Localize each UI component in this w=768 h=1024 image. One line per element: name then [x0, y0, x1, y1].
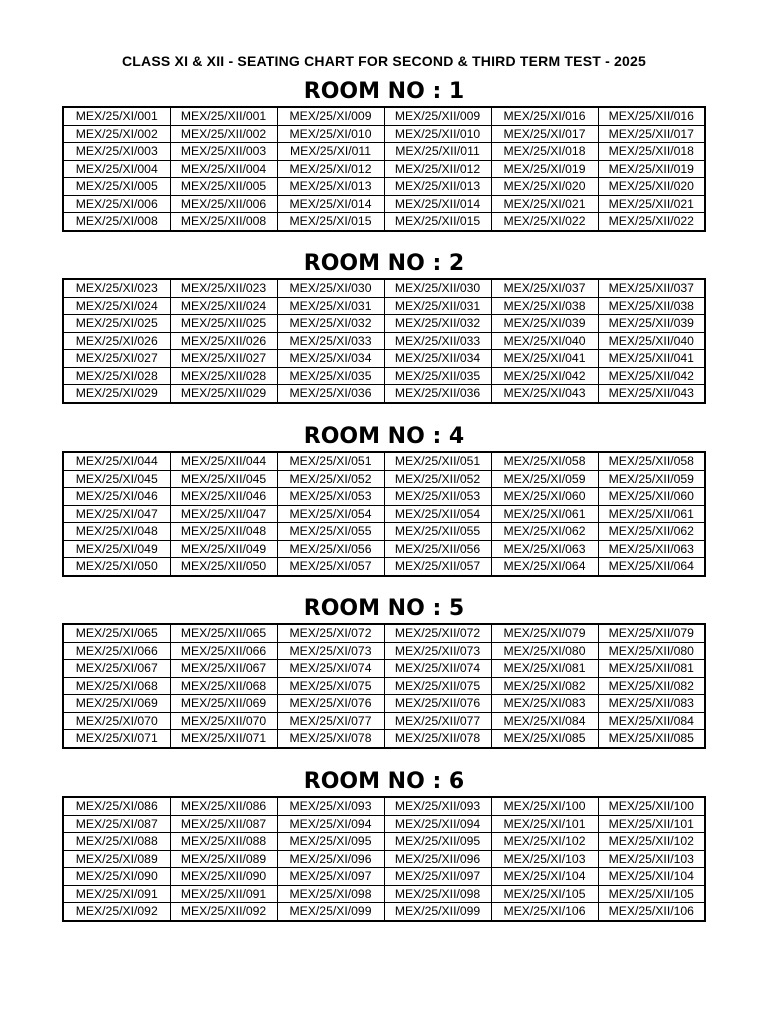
seat-cell: MEX/25/XII/052 — [384, 470, 491, 488]
seat-cell: MEX/25/XI/085 — [491, 730, 598, 748]
seat-cell: MEX/25/XII/010 — [384, 125, 491, 143]
table-row — [63, 815, 705, 833]
seat-cell: MEX/25/XII/028 — [170, 367, 277, 385]
seat-cell: MEX/25/XII/014 — [384, 195, 491, 213]
seat-cell: MEX/25/XII/096 — [384, 850, 491, 868]
seat-cell: MEX/25/XI/004 — [63, 160, 170, 178]
seat-cell: MEX/25/XI/098 — [277, 885, 384, 903]
seat-cell: MEX/25/XI/082 — [491, 677, 598, 695]
seat-cell: MEX/25/XI/089 — [63, 850, 170, 868]
seat-cell: MEX/25/XII/021 — [598, 195, 705, 213]
seat-cell: MEX/25/XII/066 — [170, 642, 277, 660]
seat-cell: MEX/25/XI/073 — [277, 642, 384, 660]
seat-cell: MEX/25/XII/049 — [170, 540, 277, 558]
seat-cell: MEX/25/XI/102 — [491, 833, 598, 851]
seat-cell: MEX/25/XI/043 — [491, 385, 598, 403]
seat-cell: MEX/25/XI/063 — [491, 540, 598, 558]
seat-cell: MEX/25/XII/071 — [170, 730, 277, 748]
seat-cell: MEX/25/XII/104 — [598, 868, 705, 886]
seat-cell: MEX/25/XII/082 — [598, 677, 705, 695]
table-row — [63, 712, 705, 730]
seat-cell: MEX/25/XI/093 — [277, 797, 384, 815]
seat-cell: MEX/25/XI/091 — [63, 885, 170, 903]
page-title: CLASS XI & XII - SEATING CHART FOR SECOND & THIRD TERM TEST - 2025 — [122, 53, 646, 69]
seat-cell: MEX/25/XI/038 — [491, 297, 598, 315]
seat-cell: MEX/25/XII/078 — [384, 730, 491, 748]
table-row — [63, 797, 705, 815]
table-row — [63, 279, 705, 297]
table-row — [63, 385, 705, 403]
seat-cell: MEX/25/XII/046 — [170, 488, 277, 506]
seat-cell: MEX/25/XII/062 — [598, 523, 705, 541]
seat-cell: MEX/25/XII/086 — [170, 797, 277, 815]
seat-cell: MEX/25/XII/094 — [384, 815, 491, 833]
seat-cell: MEX/25/XII/034 — [384, 350, 491, 368]
seat-cell: MEX/25/XI/047 — [63, 505, 170, 523]
seat-cell: MEX/25/XII/095 — [384, 833, 491, 851]
table-row — [63, 677, 705, 695]
seat-cell: MEX/25/XI/041 — [491, 350, 598, 368]
seat-cell: MEX/25/XII/067 — [170, 660, 277, 678]
seat-cell: MEX/25/XII/060 — [598, 488, 705, 506]
table-row — [63, 624, 705, 642]
seat-cell: MEX/25/XI/018 — [491, 143, 598, 161]
seat-cell: MEX/25/XI/066 — [63, 642, 170, 660]
seat-cell: MEX/25/XII/041 — [598, 350, 705, 368]
seat-cell: MEX/25/XI/001 — [63, 107, 170, 125]
seating-table — [62, 278, 706, 404]
seat-cell: MEX/25/XI/030 — [277, 279, 384, 297]
seat-cell: MEX/25/XI/029 — [63, 385, 170, 403]
seat-cell: MEX/25/XI/061 — [491, 505, 598, 523]
room-section — [62, 79, 706, 232]
seat-cell: MEX/25/XII/069 — [170, 695, 277, 713]
table-row — [63, 488, 705, 506]
table-row — [63, 125, 705, 143]
seat-cell: MEX/25/XII/058 — [598, 452, 705, 470]
seat-cell: MEX/25/XII/099 — [384, 903, 491, 921]
seat-cell: MEX/25/XII/081 — [598, 660, 705, 678]
room-title: ROOM NO : 2 — [303, 251, 465, 276]
seat-cell: MEX/25/XII/056 — [384, 540, 491, 558]
seat-cell: MEX/25/XI/087 — [63, 815, 170, 833]
table-row — [63, 160, 705, 178]
seat-cell: MEX/25/XII/091 — [170, 885, 277, 903]
seat-cell: MEX/25/XI/006 — [63, 195, 170, 213]
seat-cell: MEX/25/XI/081 — [491, 660, 598, 678]
seat-cell: MEX/25/XII/038 — [598, 297, 705, 315]
seat-cell: MEX/25/XII/075 — [384, 677, 491, 695]
table-row — [63, 660, 705, 678]
seat-cell: MEX/25/XI/051 — [277, 452, 384, 470]
seat-cell: MEX/25/XII/079 — [598, 624, 705, 642]
seat-cell: MEX/25/XII/063 — [598, 540, 705, 558]
table-row — [63, 452, 705, 470]
room-title: ROOM NO : 4 — [303, 424, 465, 449]
seat-cell: MEX/25/XII/101 — [598, 815, 705, 833]
seat-cell: MEX/25/XII/097 — [384, 868, 491, 886]
seat-cell: MEX/25/XII/003 — [170, 143, 277, 161]
seat-cell: MEX/25/XII/035 — [384, 367, 491, 385]
seat-cell: MEX/25/XII/074 — [384, 660, 491, 678]
seat-cell: MEX/25/XII/005 — [170, 178, 277, 196]
seat-cell: MEX/25/XII/025 — [170, 315, 277, 333]
seat-cell: MEX/25/XII/085 — [598, 730, 705, 748]
seat-cell: MEX/25/XI/045 — [63, 470, 170, 488]
seat-cell: MEX/25/XII/024 — [170, 297, 277, 315]
seat-cell: MEX/25/XI/095 — [277, 833, 384, 851]
seat-cell: MEX/25/XII/077 — [384, 712, 491, 730]
seat-cell: MEX/25/XI/035 — [277, 367, 384, 385]
room-section — [62, 251, 706, 404]
seat-cell: MEX/25/XI/072 — [277, 624, 384, 642]
seat-cell: MEX/25/XII/090 — [170, 868, 277, 886]
seat-cell: MEX/25/XI/026 — [63, 332, 170, 350]
table-row — [63, 642, 705, 660]
seating-table — [62, 796, 706, 922]
seat-cell: MEX/25/XI/009 — [277, 107, 384, 125]
seat-cell: MEX/25/XI/065 — [63, 624, 170, 642]
seat-cell: MEX/25/XII/043 — [598, 385, 705, 403]
seat-cell: MEX/25/XI/023 — [63, 279, 170, 297]
table-row — [63, 903, 705, 921]
table-row — [63, 730, 705, 748]
seat-cell: MEX/25/XI/078 — [277, 730, 384, 748]
seat-cell: MEX/25/XI/003 — [63, 143, 170, 161]
seat-cell: MEX/25/XI/057 — [277, 558, 384, 576]
seat-cell: MEX/25/XI/025 — [63, 315, 170, 333]
seat-cell: MEX/25/XI/049 — [63, 540, 170, 558]
table-row — [63, 297, 705, 315]
seat-cell: MEX/25/XI/005 — [63, 178, 170, 196]
seat-cell: MEX/25/XI/015 — [277, 213, 384, 231]
seat-cell: MEX/25/XI/033 — [277, 332, 384, 350]
seat-cell: MEX/25/XI/060 — [491, 488, 598, 506]
seat-cell: MEX/25/XII/001 — [170, 107, 277, 125]
seat-cell: MEX/25/XI/064 — [491, 558, 598, 576]
table-row — [63, 195, 705, 213]
seat-cell: MEX/25/XI/042 — [491, 367, 598, 385]
seat-cell: MEX/25/XII/092 — [170, 903, 277, 921]
seat-cell: MEX/25/XII/076 — [384, 695, 491, 713]
seat-cell: MEX/25/XII/009 — [384, 107, 491, 125]
table-row — [63, 885, 705, 903]
seat-cell: MEX/25/XI/090 — [63, 868, 170, 886]
seat-cell: MEX/25/XI/062 — [491, 523, 598, 541]
seat-cell: MEX/25/XII/017 — [598, 125, 705, 143]
seat-cell: MEX/25/XII/053 — [384, 488, 491, 506]
seat-cell: MEX/25/XI/068 — [63, 677, 170, 695]
table-row — [63, 350, 705, 368]
seat-cell: MEX/25/XI/071 — [63, 730, 170, 748]
seat-cell: MEX/25/XI/010 — [277, 125, 384, 143]
seat-cell: MEX/25/XI/077 — [277, 712, 384, 730]
seat-cell: MEX/25/XII/100 — [598, 797, 705, 815]
seat-cell: MEX/25/XII/029 — [170, 385, 277, 403]
seating-table — [62, 106, 706, 232]
seat-cell: MEX/25/XI/079 — [491, 624, 598, 642]
seat-cell: MEX/25/XI/059 — [491, 470, 598, 488]
seat-cell: MEX/25/XI/028 — [63, 367, 170, 385]
seat-cell: MEX/25/XI/094 — [277, 815, 384, 833]
table-row — [63, 695, 705, 713]
seat-cell: MEX/25/XI/101 — [491, 815, 598, 833]
room-section — [62, 424, 706, 577]
seat-cell: MEX/25/XI/054 — [277, 505, 384, 523]
seat-cell: MEX/25/XII/059 — [598, 470, 705, 488]
seat-cell: MEX/25/XI/024 — [63, 297, 170, 315]
seat-cell: MEX/25/XI/083 — [491, 695, 598, 713]
seat-cell: MEX/25/XI/002 — [63, 125, 170, 143]
table-row — [63, 540, 705, 558]
room-title: ROOM NO : 6 — [303, 769, 465, 794]
seat-cell: MEX/25/XI/070 — [63, 712, 170, 730]
seat-cell: MEX/25/XII/015 — [384, 213, 491, 231]
seat-cell: MEX/25/XI/067 — [63, 660, 170, 678]
seat-cell: MEX/25/XI/100 — [491, 797, 598, 815]
seating-table — [62, 623, 706, 749]
seat-cell: MEX/25/XI/016 — [491, 107, 598, 125]
seat-cell: MEX/25/XII/061 — [598, 505, 705, 523]
seat-cell: MEX/25/XI/021 — [491, 195, 598, 213]
seat-cell: MEX/25/XI/052 — [277, 470, 384, 488]
seat-cell: MEX/25/XII/072 — [384, 624, 491, 642]
seat-cell: MEX/25/XI/058 — [491, 452, 598, 470]
seat-cell: MEX/25/XI/014 — [277, 195, 384, 213]
table-row — [63, 833, 705, 851]
table-row — [63, 143, 705, 161]
table-row — [63, 558, 705, 576]
seat-cell: MEX/25/XI/076 — [277, 695, 384, 713]
seat-cell: MEX/25/XI/075 — [277, 677, 384, 695]
seat-cell: MEX/25/XI/044 — [63, 452, 170, 470]
table-row — [63, 315, 705, 333]
table-row — [63, 107, 705, 125]
seat-cell: MEX/25/XI/008 — [63, 213, 170, 231]
seat-cell: MEX/25/XI/032 — [277, 315, 384, 333]
seat-cell: MEX/25/XI/099 — [277, 903, 384, 921]
seat-cell: MEX/25/XII/105 — [598, 885, 705, 903]
seat-cell: MEX/25/XII/036 — [384, 385, 491, 403]
table-row — [63, 470, 705, 488]
seat-cell: MEX/25/XI/013 — [277, 178, 384, 196]
seat-cell: MEX/25/XII/020 — [598, 178, 705, 196]
seat-cell: MEX/25/XII/031 — [384, 297, 491, 315]
room-section — [62, 769, 706, 922]
seat-cell: MEX/25/XII/045 — [170, 470, 277, 488]
seat-cell: MEX/25/XII/012 — [384, 160, 491, 178]
table-row — [63, 505, 705, 523]
room-section — [62, 596, 706, 749]
table-row — [63, 367, 705, 385]
seat-cell: MEX/25/XII/011 — [384, 143, 491, 161]
seating-table — [62, 451, 706, 577]
seat-cell: MEX/25/XII/042 — [598, 367, 705, 385]
room-title: ROOM NO : 1 — [303, 79, 465, 104]
seat-cell: MEX/25/XII/054 — [384, 505, 491, 523]
seat-cell: MEX/25/XII/008 — [170, 213, 277, 231]
seat-cell: MEX/25/XI/086 — [63, 797, 170, 815]
table-row — [63, 868, 705, 886]
seat-cell: MEX/25/XII/083 — [598, 695, 705, 713]
seat-cell: MEX/25/XII/019 — [598, 160, 705, 178]
seat-cell: MEX/25/XI/084 — [491, 712, 598, 730]
seat-cell: MEX/25/XI/022 — [491, 213, 598, 231]
seat-cell: MEX/25/XII/051 — [384, 452, 491, 470]
seat-cell: MEX/25/XI/069 — [63, 695, 170, 713]
seat-cell: MEX/25/XII/048 — [170, 523, 277, 541]
seat-cell: MEX/25/XII/044 — [170, 452, 277, 470]
seat-cell: MEX/25/XII/023 — [170, 279, 277, 297]
seat-cell: MEX/25/XII/033 — [384, 332, 491, 350]
seat-cell: MEX/25/XI/080 — [491, 642, 598, 660]
seat-cell: MEX/25/XI/050 — [63, 558, 170, 576]
room-title: ROOM NO : 5 — [303, 596, 465, 621]
table-row — [63, 523, 705, 541]
seat-cell: MEX/25/XII/037 — [598, 279, 705, 297]
seat-cell: MEX/25/XI/053 — [277, 488, 384, 506]
table-row — [63, 850, 705, 868]
seat-cell: MEX/25/XII/057 — [384, 558, 491, 576]
seat-cell: MEX/25/XII/102 — [598, 833, 705, 851]
seat-cell: MEX/25/XII/016 — [598, 107, 705, 125]
seat-cell: MEX/25/XII/064 — [598, 558, 705, 576]
seat-cell: MEX/25/XI/039 — [491, 315, 598, 333]
seat-cell: MEX/25/XII/093 — [384, 797, 491, 815]
seat-cell: MEX/25/XI/104 — [491, 868, 598, 886]
seat-cell: MEX/25/XII/002 — [170, 125, 277, 143]
seat-cell: MEX/25/XII/006 — [170, 195, 277, 213]
seat-cell: MEX/25/XI/056 — [277, 540, 384, 558]
seat-cell: MEX/25/XII/018 — [598, 143, 705, 161]
seat-cell: MEX/25/XI/036 — [277, 385, 384, 403]
seat-cell: MEX/25/XII/040 — [598, 332, 705, 350]
seat-cell: MEX/25/XII/027 — [170, 350, 277, 368]
seat-cell: MEX/25/XII/055 — [384, 523, 491, 541]
seat-cell: MEX/25/XI/020 — [491, 178, 598, 196]
seat-cell: MEX/25/XI/031 — [277, 297, 384, 315]
seat-cell: MEX/25/XII/103 — [598, 850, 705, 868]
seat-cell: MEX/25/XI/088 — [63, 833, 170, 851]
seat-cell: MEX/25/XI/017 — [491, 125, 598, 143]
seat-cell: MEX/25/XI/105 — [491, 885, 598, 903]
seat-cell: MEX/25/XII/039 — [598, 315, 705, 333]
seat-cell: MEX/25/XII/098 — [384, 885, 491, 903]
table-row — [63, 213, 705, 231]
seat-cell: MEX/25/XI/074 — [277, 660, 384, 678]
seat-cell: MEX/25/XII/073 — [384, 642, 491, 660]
seat-cell: MEX/25/XI/103 — [491, 850, 598, 868]
seat-cell: MEX/25/XII/065 — [170, 624, 277, 642]
seat-cell: MEX/25/XII/080 — [598, 642, 705, 660]
seat-cell: MEX/25/XI/040 — [491, 332, 598, 350]
seat-cell: MEX/25/XII/106 — [598, 903, 705, 921]
seat-cell: MEX/25/XII/087 — [170, 815, 277, 833]
seat-cell: MEX/25/XII/030 — [384, 279, 491, 297]
seat-cell: MEX/25/XI/012 — [277, 160, 384, 178]
seat-cell: MEX/25/XI/034 — [277, 350, 384, 368]
seat-cell: MEX/25/XII/026 — [170, 332, 277, 350]
seat-cell: MEX/25/XI/096 — [277, 850, 384, 868]
seat-cell: MEX/25/XII/013 — [384, 178, 491, 196]
seat-cell: MEX/25/XI/092 — [63, 903, 170, 921]
seat-cell: MEX/25/XI/019 — [491, 160, 598, 178]
seat-cell: MEX/25/XII/022 — [598, 213, 705, 231]
seat-cell: MEX/25/XI/011 — [277, 143, 384, 161]
seat-cell: MEX/25/XII/047 — [170, 505, 277, 523]
seat-cell: MEX/25/XI/027 — [63, 350, 170, 368]
seat-cell: MEX/25/XI/106 — [491, 903, 598, 921]
seat-cell: MEX/25/XII/068 — [170, 677, 277, 695]
seat-cell: MEX/25/XII/070 — [170, 712, 277, 730]
seat-cell: MEX/25/XI/097 — [277, 868, 384, 886]
seat-cell: MEX/25/XI/055 — [277, 523, 384, 541]
table-row — [63, 178, 705, 196]
seat-cell: MEX/25/XII/050 — [170, 558, 277, 576]
seat-cell: MEX/25/XII/084 — [598, 712, 705, 730]
seat-cell: MEX/25/XI/046 — [63, 488, 170, 506]
seat-cell: MEX/25/XII/088 — [170, 833, 277, 851]
seat-cell: MEX/25/XI/037 — [491, 279, 598, 297]
seat-cell: MEX/25/XII/089 — [170, 850, 277, 868]
seat-cell: MEX/25/XII/032 — [384, 315, 491, 333]
seat-cell: MEX/25/XI/048 — [63, 523, 170, 541]
table-row — [63, 332, 705, 350]
seat-cell: MEX/25/XII/004 — [170, 160, 277, 178]
